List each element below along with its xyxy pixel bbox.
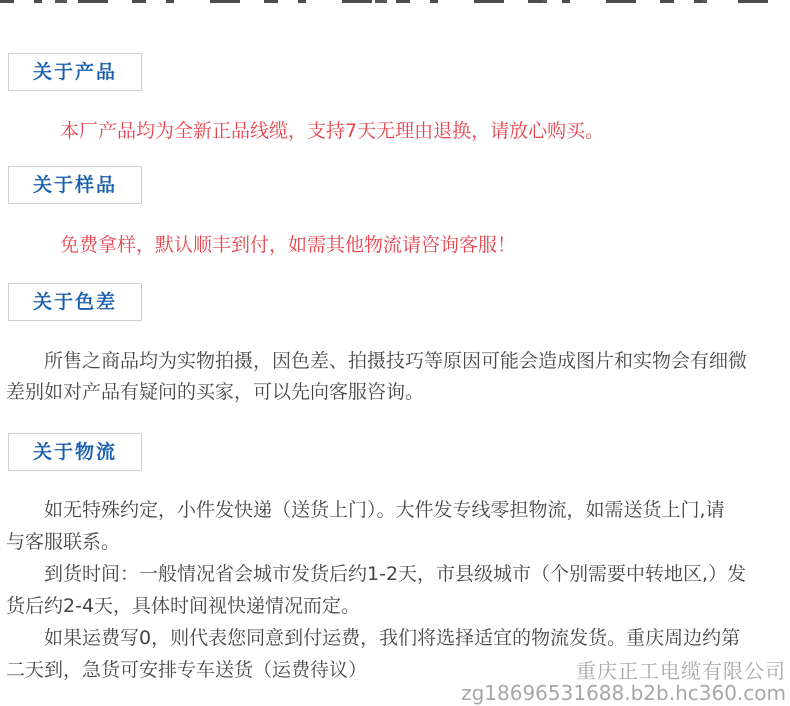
cropped-text-artifact bbox=[0, 0, 790, 3]
section-title-logistics: 关于物流 bbox=[33, 441, 118, 463]
logistics-shipping-line-1: 如无特殊约定，小件发快递（送货上门）。大件发专线零担物流，如需送货上门,请 bbox=[44, 499, 725, 521]
watermark-company-name: 重庆正工电缆有限公司 bbox=[576, 659, 786, 683]
section-title-box-logistics bbox=[8, 433, 142, 471]
color-difference-paragraph bbox=[6, 346, 784, 408]
section-title-box-color-difference bbox=[8, 283, 142, 321]
section-title-color-difference: 关于色差 bbox=[33, 291, 118, 313]
logistics-arrival-line-2: 货后约2-4天，具体时间视快递情况而定。 bbox=[6, 595, 361, 617]
product-note-text: 本厂产品均为全新正品线缆，支持7天无理由退换，请放心购买。 bbox=[60, 120, 605, 142]
section-title-box-sample bbox=[8, 166, 142, 204]
logistics-freight-line-1: 如果运费写0，则代表您同意到付运费，我们将选择适宜的物流发货。重庆周边约第 bbox=[44, 627, 741, 649]
sample-note-text: 免费拿样，默认顺丰到付，如需其他物流请咨询客服！ bbox=[60, 234, 517, 256]
color-difference-line-2: 差别如对产品有疑问的买家，可以先向客服咨询。 bbox=[6, 381, 425, 403]
section-title-product: 关于产品 bbox=[33, 61, 118, 83]
logistics-freight-line-2: 二天到，急货可安排专车送货（运费待议） bbox=[6, 659, 368, 681]
logistics-arrival-line-1: 到货时间：一般情况省会城市发货后约1-2天，市县级城市（个别需要中转地区,）发 bbox=[44, 563, 747, 585]
section-title-box-product bbox=[8, 53, 142, 91]
logistics-shipping-line-2: 与客服联系。 bbox=[6, 531, 121, 553]
watermark bbox=[461, 660, 786, 704]
logistics-paragraphs bbox=[6, 494, 784, 686]
watermark-url: zg18696531688.b2b.hc360.com bbox=[461, 681, 786, 705]
section-title-sample: 关于样品 bbox=[33, 174, 118, 196]
color-difference-line-1: 所售之商品均为实物拍摄，因色差、拍摄技巧等原因可能会造成图片和实物会有细微 bbox=[44, 350, 748, 372]
